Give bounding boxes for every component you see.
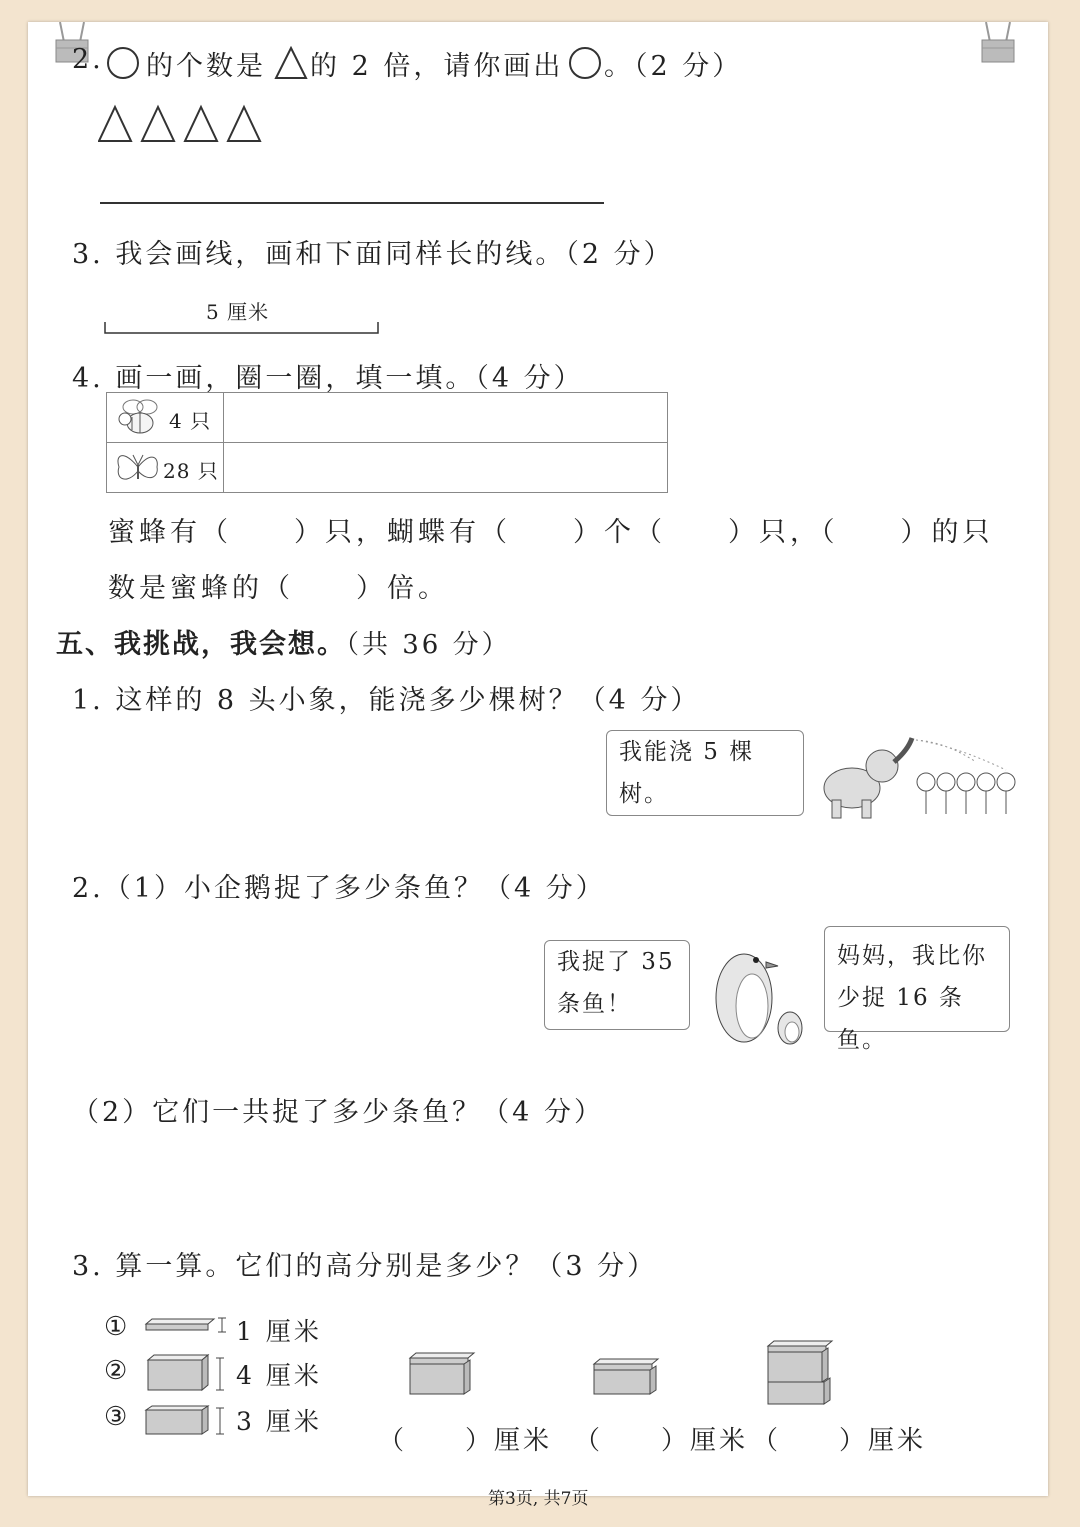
legend-label-3: 3 厘米	[236, 1407, 322, 1436]
drawing-table	[106, 392, 668, 493]
baby-speech-line-2: 少捉 16 条鱼。	[837, 985, 964, 1053]
p3-text: 3. 算一算。它们的高分别是多少？（3 分）	[72, 1251, 658, 1282]
butterfly-row	[107, 443, 668, 493]
circle-icon	[568, 46, 602, 80]
q2-text-b: 的 2 倍，请你画出	[310, 51, 564, 82]
p1-text: 1. 这样的 8 头小象，能浇多少棵树？（4 分）	[72, 685, 701, 716]
binder-clip-icon	[978, 22, 1018, 66]
ruler-label: 5 厘米	[206, 300, 270, 324]
stack-figure-1	[406, 1350, 476, 1398]
legend-label-2: 4 厘米	[236, 1361, 322, 1390]
q4-text: 4. 画一画，圈一圈，填一填。（4 分）	[72, 363, 584, 394]
butterfly-icon	[113, 447, 163, 489]
p2-q1-text: 2.（1）小企鹅捉了多少条鱼？（4 分）	[72, 873, 606, 904]
penguin-family-icon	[708, 932, 808, 1048]
triangle-row	[98, 104, 268, 144]
legend-mark-1: ①	[104, 1312, 131, 1342]
section-5-heading	[56, 622, 511, 661]
circle-icon	[106, 46, 140, 80]
page-footer: 第3页, 共7页	[488, 1489, 589, 1509]
section-5-title: 五、我挑战，我会想。	[56, 629, 346, 660]
bee-count-label: 4 只	[169, 409, 212, 433]
p2-q2-text: （2）它们一共捉了多少条鱼？（4 分）	[72, 1097, 604, 1128]
section-5-score: （共 36 分）	[346, 630, 511, 660]
flat-board-icon	[144, 1316, 232, 1334]
stack-figure-2	[590, 1356, 660, 1396]
q3-text: 3. 我会画线，画和下面同样长的线。（2 分）	[72, 239, 674, 270]
bee-drawing-area[interactable]	[224, 393, 668, 443]
mother-speech-line-1: 我捉了 35	[557, 949, 675, 975]
mother-speech-line-2: 条鱼！	[557, 991, 632, 1017]
elephant-speech-bubble	[606, 730, 804, 816]
stack-figure-3	[764, 1338, 834, 1408]
triangle-icon	[185, 107, 217, 141]
butterfly-drawing-area[interactable]	[224, 443, 668, 493]
q4-fill-line-2: 数是蜜蜂的（ ）倍。	[108, 573, 449, 604]
q4-fill-line-1: 蜜蜂有（ ）只，蝴蝶有（ ）个（ ）只，（ ）的只	[108, 517, 994, 548]
box-medium-icon	[142, 1404, 232, 1438]
answer-height-2[interactable]: （ ）厘米	[574, 1426, 749, 1456]
legend-mark-3: ③	[104, 1402, 131, 1432]
answer-height-1[interactable]: （ ）厘米	[378, 1426, 553, 1456]
q2-number: 2.	[72, 44, 104, 75]
baby-speech-line-1: 妈妈，我比你	[837, 943, 987, 969]
box-tall-icon	[144, 1352, 232, 1394]
q2-text-c: 。（2 分）	[604, 51, 743, 82]
triangle-icon	[228, 107, 260, 141]
worksheet-page	[28, 22, 1048, 1496]
mother-penguin-speech-bubble	[544, 940, 690, 1030]
elephant-watering-icon	[816, 732, 1016, 828]
baby-penguin-speech-bubble	[824, 926, 1010, 1053]
elephant-speech-text: 我能浇 5 棵树。	[619, 739, 755, 807]
butterfly-count-label: 28 只	[163, 459, 219, 483]
bee-row	[107, 393, 668, 443]
answer-height-3[interactable]: （ ）厘米	[752, 1426, 927, 1456]
triangle-icon	[274, 46, 308, 80]
q2-text-a: 的个数是	[146, 51, 266, 82]
bee-icon	[115, 397, 165, 439]
triangle-icon	[99, 107, 131, 141]
triangle-icon	[142, 107, 174, 141]
legend-mark-2: ②	[104, 1356, 131, 1386]
answer-line[interactable]	[100, 202, 604, 204]
length-bracket	[104, 320, 380, 336]
legend-label-1: 1 厘米	[236, 1317, 322, 1346]
